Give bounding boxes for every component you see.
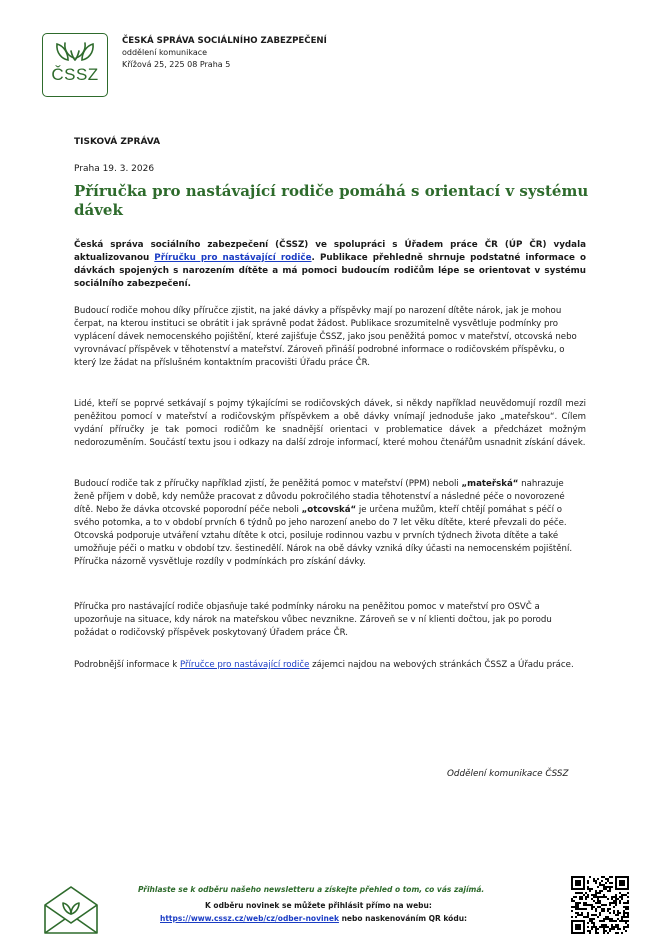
newsletter-invitation: Přihlaste se k odběru našeho newsletteru a získejte přehled o tom, co vás zajímá.: [138, 885, 485, 894]
paragraph-5: [74, 659, 586, 672]
organization-address: Křížová 25, 225 08 Praha 5: [122, 60, 231, 69]
organization-block: [122, 35, 327, 71]
term-materska: „mateřská“: [461, 479, 519, 489]
paragraph-5-start: Podrobnější informace k: [74, 660, 180, 670]
release-date: Praha 19. 3. 2026: [74, 164, 155, 174]
organization-department: oddělení komunikace: [122, 48, 208, 57]
paragraph-1: Budoucí rodiče mohou díky příručce zjistit, na jaké dávky a příspěvky mají po narození dítěte nárok, jak je mohou čerpat, na kterou instituci se obrátit i jak správně podat žádost. Publikace srozumitelně vysvětluje podmínky pro vyplácení dávek nemocenského pojištění, které zajišťuje ČSSZ, jako jsou peněžitá pomoc v mateřství, otcovská nebo vyrovnávací příspěvek v těhotenství a mateřství. Zároveň přináší podrobné informace o rodičovském příspěvku, o který lze žádat na příslušném kontaktním pracovišti Úřadu práce ČR.: [74, 306, 577, 368]
leaf-logo-icon: [52, 41, 98, 63]
perex: [74, 239, 586, 291]
paragraph-3-part-c: nahrazuje ženě příjem v době, kdy nemůže pracovat z důvodu pokročilého stadia těhotenství a následné péče o novorozené dítě. Nebo že dávka otcovské poporodní péče neboli: [74, 479, 565, 515]
paragraph-5-end: zájemci najdou na webových stránkách ČSSZ a Úřadu práce.: [309, 660, 574, 670]
signature: Oddělení komunikace ČSSZ: [447, 769, 569, 779]
perex-text-start: Česká správa sociálního zabezpečení (ČSSZ) ve spolupráci s Úřadem práce ČR (ÚP ČR) vydala aktualizovanou: [74, 240, 586, 263]
logo-text: ČSSZ: [51, 65, 99, 84]
newsletter-url-link[interactable]: https://www.cssz.cz/web/cz/odber-novinek: [160, 914, 339, 923]
handbook-link[interactable]: Příručku pro nastávající rodiče: [154, 253, 312, 263]
paragraph-3: [74, 478, 586, 569]
paragraph-2: Lidé, kteří se poprvé setkávají s pojmy týkajícími se rodičovských dávek, si někdy například neuvědomují rozdíl mezi peněžitou pomocí v mateřství a rodičovským příspěvkem a obě dávky vnímají jednoduše jako „mateřskou“. Cílem vydání příručky je tak pomoci rodičům ke snadnější orientaci v problematice dávek a předcházet možným nedorozuměním. Součástí textu jsou i odkazy na další zdroje informací, které mohou čtenářům usnadnit získání dávek.: [74, 399, 586, 448]
newsletter-instruction: K odběru novinek se můžete přihlásit přímo na webu:: [205, 901, 432, 910]
paragraph-3-part-a: Budoucí rodiče tak z příručky například zjistí, že peněžitá pomoc v mateřství (PPM) neboli: [74, 479, 462, 489]
term-otcovska: „otcovská“: [301, 505, 357, 515]
newsletter-url-line: [160, 914, 467, 923]
perex-text-end: . Publikace přehledně shrnuje podstatné informace o dávkách spojených s narozením dítěte a má pomoci budoucím rodičům lépe se orientovat v systému sociálního zabezpečení.: [74, 253, 586, 289]
newsletter-qr-hint: nebo naskenováním QR kódu:: [338, 914, 468, 923]
document-label: TISKOVÁ ZPRÁVA: [74, 137, 161, 147]
organization-name: ČESKÁ SPRÁVA SOCIÁLNÍHO ZABEZPEČENÍ: [122, 36, 327, 46]
newsletter-envelope-icon: [41, 883, 101, 935]
handbook-link-2[interactable]: Příručce pro nastávající rodiče: [179, 660, 310, 670]
cssz-logo: [42, 33, 108, 97]
paragraph-3-part-e: je určena mužům, kteří chtějí pomáhat s péčí o svého potomka, a to v období prvních 6 týdnů po jeho narození anebo do 7 let věku dítěte, které převzali do péče. Otcovská podporuje utváření vztahu dítěte k otci, posiluje rodinnou vazbu v prvních týdnech života dítěte a také umožňuje péči o matku v období tzv. šestinedělí. Nárok na obě dávky vzniká díky účasti na nemocenském pojištění. Příručka názorně vysvětluje rozdíly v podmínkách pro získání dávky.: [74, 505, 573, 567]
newsletter-qr-code[interactable]: [571, 876, 629, 934]
paragraph-4: Příručka pro nastávající rodiče objasňuje také podmínky nároku na peněžitou pomoc v mateřství pro OSVČ a upozorňuje na situace, kdy nárok na mateřskou vůbec nevznikne. Zároveň se v ní klienti dočtou, jak po porodu požádat o rodičovský příspěvek poskytovaný Úřadem práce ČR.: [74, 602, 552, 638]
headline: Příručka pro nastávající rodiče pomáhá s orientací v systému dávek: [74, 182, 589, 219]
